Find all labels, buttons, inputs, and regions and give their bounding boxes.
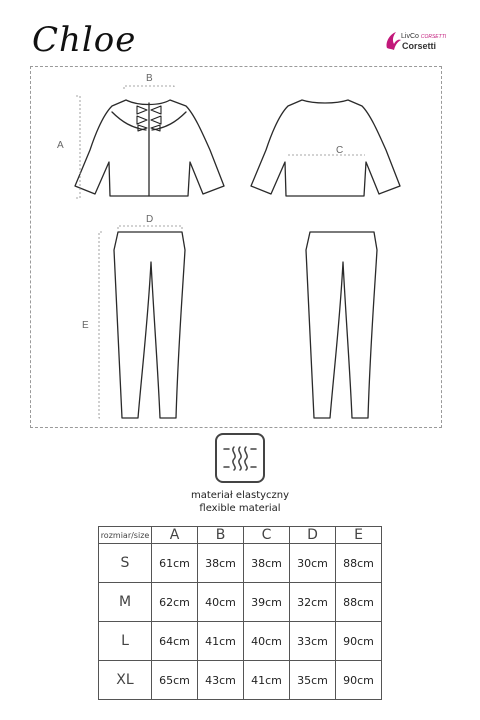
header-b: B: [198, 527, 244, 544]
material-label-en: flexible material: [199, 503, 281, 514]
measure-line-b: [124, 86, 174, 89]
table-row: [99, 622, 382, 661]
header-a: A: [152, 527, 198, 544]
header-size: rozmiar/size: [99, 527, 152, 544]
table-cell: 38cm: [244, 544, 290, 583]
label-b: B: [146, 73, 153, 84]
table-cell: 35cm: [290, 661, 336, 700]
table-row: [99, 583, 382, 622]
row-size: L: [99, 622, 152, 661]
material-label-pl: materiał elastyczny: [190, 490, 290, 501]
label-a: A: [57, 140, 64, 151]
table-cell: 41cm: [198, 622, 244, 661]
table-cell: 43cm: [198, 661, 244, 700]
table-cell: 33cm: [290, 622, 336, 661]
product-title: Chloe: [32, 20, 137, 60]
header-e: E: [336, 527, 382, 544]
size-table: [98, 526, 382, 700]
label-d: D: [146, 214, 154, 225]
label-e: E: [82, 320, 89, 331]
table-row: [99, 544, 382, 583]
pants-back-outline: [306, 232, 377, 418]
table-cell: 41cm: [244, 661, 290, 700]
measure-line-d: [118, 226, 182, 229]
table-cell: 90cm: [336, 661, 382, 700]
table-cell: 88cm: [336, 583, 382, 622]
size-table-header: [99, 527, 382, 544]
table-cell: 40cm: [198, 583, 244, 622]
jacket-front-outline: [75, 100, 224, 196]
table-cell: 65cm: [152, 661, 198, 700]
row-size: M: [99, 583, 152, 622]
row-size: S: [99, 544, 152, 583]
table-cell: 39cm: [244, 583, 290, 622]
table-cell: 40cm: [244, 622, 290, 661]
brand-name-line1: LivCo CORSETTI: [401, 33, 447, 40]
table-cell: 30cm: [290, 544, 336, 583]
table-cell: 88cm: [336, 544, 382, 583]
measure-line-e: [99, 232, 102, 418]
header-d: D: [290, 527, 336, 544]
header-c: C: [244, 527, 290, 544]
table-cell: 62cm: [152, 583, 198, 622]
elastic-wavy-lines-icon: [215, 433, 265, 483]
table-cell: 64cm: [152, 622, 198, 661]
pants-front-outline: [114, 232, 185, 418]
jacket-back-outline: [251, 100, 400, 196]
table-row: [99, 661, 382, 700]
table-cell: 61cm: [152, 544, 198, 583]
label-c: C: [336, 145, 344, 156]
row-size: XL: [99, 661, 152, 700]
table-cell: 38cm: [198, 544, 244, 583]
brand-name-line2: Corsetti: [402, 41, 437, 51]
table-cell: 32cm: [290, 583, 336, 622]
table-cell: 90cm: [336, 622, 382, 661]
